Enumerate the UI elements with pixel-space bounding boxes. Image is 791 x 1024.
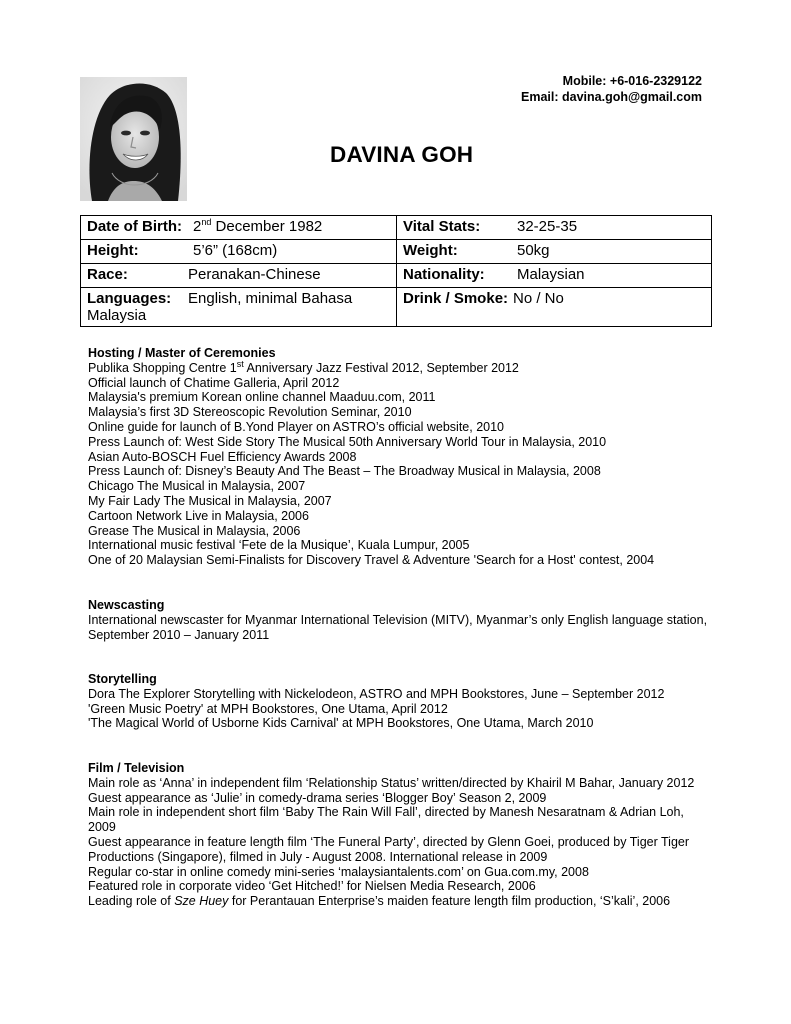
- personal-info-table: [80, 215, 712, 327]
- race-cell: [81, 264, 397, 288]
- languages-label: Languages:: [87, 290, 172, 307]
- race-label: Race:: [87, 266, 128, 283]
- dob-label: Date of Birth:: [87, 218, 182, 235]
- first-item-pre: Publika Shopping Centre 1: [88, 360, 237, 375]
- section-title: Film / Television: [88, 761, 185, 775]
- list-item: [88, 894, 708, 909]
- info-row-height: [81, 240, 712, 264]
- height-value: 5’6” (168cm): [193, 242, 278, 259]
- storytelling-list: [88, 687, 708, 731]
- drink-label: Drink / Smoke:: [403, 290, 509, 307]
- contact-block: [521, 73, 702, 105]
- vital-cell: [397, 216, 712, 240]
- list-item: One of 20 Malaysian Semi-Finalists for Discovery Travel & Adventure 'Search for a Host' contest, 2004: [88, 553, 655, 568]
- list-item: Asian Auto-BOSCH Fuel Efficiency Awards 2008: [88, 449, 357, 464]
- list-item: Dora The Explorer Storytelling with Nickelodeon, ASTRO and MPH Bookstores, June – September 2012: [88, 686, 665, 701]
- list-item: Malaysia’s first 3D Stereoscopic Revolution Seminar, 2010: [88, 405, 412, 420]
- list-item: Main role as ‘Anna’ in independent film ‘Relationship Status’ written/directed by Khairil M Bahar, January 2012: [88, 775, 695, 790]
- list-item: 'The Magical World of Usborne Kids Carnival' at MPH Bookstores, One Utama, March 2010: [88, 716, 594, 731]
- languages-value: English, minimal Bahasa: [188, 290, 353, 307]
- storytelling-section: [88, 672, 708, 731]
- section-title: Hosting / Master of Ceremonies: [88, 346, 276, 360]
- nationality-cell: [397, 264, 712, 288]
- section-title: Storytelling: [88, 672, 157, 686]
- dob-day: 2: [193, 218, 202, 235]
- list-item: Chicago The Musical in Malaysia, 2007: [88, 479, 306, 494]
- race-value: Peranakan-Chinese: [188, 266, 321, 283]
- list-item: Main role in independent short film ‘Baby The Rain Will Fall’, directed by Manesh Nesaratnam & Adrian Loh, 2009: [88, 805, 684, 835]
- list-item: Cartoon Network Live in Malaysia, 2006: [88, 508, 309, 523]
- info-row-race: [81, 264, 712, 288]
- list-item: Guest appearance as ‘Julie’ in comedy-drama series ‘Blogger Boy’ Season 2, 2009: [88, 790, 547, 805]
- list-item: Featured role in corporate video ‘Get Hitched!’ for Nielsen Media Research, 2006: [88, 879, 536, 894]
- drink-value: No / No: [513, 290, 564, 307]
- list-item: Grease The Musical in Malaysia, 2006: [88, 523, 301, 538]
- list-item: 'Green Music Poetry' at MPH Bookstores, One Utama, April 2012: [88, 701, 448, 716]
- list-item: Official launch of Chatime Galleria, April 2012: [88, 375, 340, 390]
- person-name: DAVINA GOH: [330, 142, 474, 167]
- film-section: [88, 761, 708, 909]
- film-list: [88, 776, 708, 894]
- list-item: My Fair Lady The Musical in Malaysia, 2007: [88, 493, 332, 508]
- height-cell: [81, 240, 397, 264]
- weight-label: Weight:: [403, 242, 458, 259]
- newscasting-list: [88, 613, 708, 643]
- dob-rest: December 1982: [211, 218, 323, 235]
- list-item: International newscaster for Myanmar International Television (MITV), Myanmar’s only English language station, September 2010 – January 2011: [88, 612, 708, 642]
- nationality-value: Malaysian: [517, 266, 585, 283]
- dob-suffix: nd: [201, 217, 212, 227]
- weight-cell: [397, 240, 712, 264]
- info-row-languages: [81, 288, 712, 327]
- list-item: [88, 358, 708, 376]
- last-item-pre: Leading role of: [88, 894, 175, 909]
- vital-label: Vital Stats:: [403, 218, 481, 235]
- last-item-post: for Perantauan Enterprise’s maiden feature length film production, ‘S’kali’, 2006: [228, 894, 671, 909]
- list-item: Guest appearance in feature length film ‘The Funeral Party’, directed by Glenn Goei, produced by Tiger Tiger Productions (Singapore), filmed in July - August 2008. International release in 2009: [88, 834, 690, 864]
- languages-cell: [81, 288, 397, 327]
- mobile-number: Mobile: +6-016-2329122: [562, 74, 702, 88]
- newscasting-section: [88, 598, 708, 642]
- weight-value: 50kg: [517, 242, 550, 259]
- last-item-em: Sze Huey: [174, 894, 229, 909]
- nationality-label: Nationality:: [403, 266, 485, 283]
- languages-value-cont: Malaysia: [87, 307, 147, 324]
- first-item-sup: st: [236, 358, 244, 369]
- first-item-post: Anniversary Jazz Festival 2012, September 2012: [243, 360, 519, 375]
- section-title: Newscasting: [88, 598, 165, 612]
- portrait-photo: [80, 77, 187, 201]
- height-label: Height:: [87, 242, 139, 259]
- list-item: Malaysia's premium Korean online channel Maaduu.com, 2011: [88, 390, 436, 405]
- list-item: Press Launch of: Disney’s Beauty And The Beast – The Broadway Musical in Malaysia, 2008: [88, 464, 601, 479]
- vital-value: 32-25-35: [517, 218, 578, 235]
- email-address: Email: davina.goh@gmail.com: [521, 90, 702, 104]
- info-row-birth: [81, 216, 712, 240]
- list-item: Online guide for launch of B.Yond Player on ASTRO’s official website, 2010: [88, 419, 504, 434]
- drink-cell: [397, 288, 712, 327]
- list-item: International music festival ‘Fete de la Musique’, Kuala Lumpur, 2005: [88, 538, 470, 553]
- list-item: Press Launch of: West Side Story The Musical 50th Anniversary World Tour in Malaysia, 2010: [88, 434, 607, 449]
- list-item: Regular co-star in online comedy mini-series ‘malaysiantalents.com’ on Gua.com.my, 2008: [88, 864, 589, 879]
- hosting-list: [88, 376, 708, 568]
- dob-cell: [81, 216, 397, 240]
- hosting-section: [88, 346, 708, 568]
